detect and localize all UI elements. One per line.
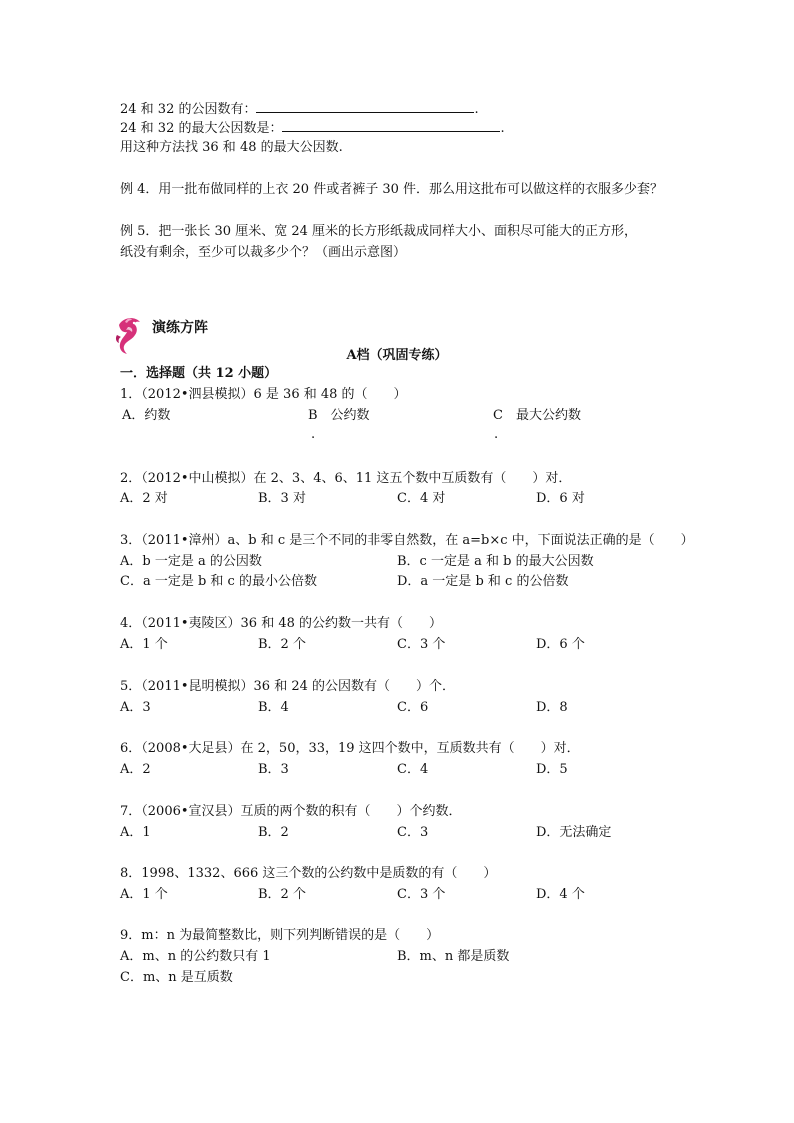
q3-option-d[interactable]: D．a 一定是 b 和 c 的公倍数 [397,574,569,589]
q6-option-b[interactable]: B．3 [258,762,289,777]
q5-option-d[interactable]: D．8 [536,700,568,715]
q9-option-c[interactable]: C．m、n 是互质数 [120,970,233,985]
q2-option-c[interactable]: C．4 对 [397,491,446,506]
q4-option-a[interactable]: A．1 个 [120,637,168,652]
question-7: 7．（2006•宣汉县）互质的两个数的积有（ ）个约数． [120,804,462,819]
q7-option-d[interactable]: D．无法确定 [536,825,612,840]
q1-option-c-dot: . [494,427,499,442]
q3-option-a[interactable]: A．b 一定是 a 的公因数 [120,554,262,569]
q8-option-a[interactable]: A．1 个 [120,887,168,902]
q4-option-c[interactable]: C．3 个 [397,637,446,652]
q6-option-a[interactable]: A．2 [120,762,151,777]
question-9: 9．m：n 为最简整数比，则下列判断错误的是（ ） [120,928,440,943]
q5-option-a[interactable]: A．3 [120,700,151,715]
q9-option-b[interactable]: B．m、n 都是质数 [397,949,510,964]
q9-option-a[interactable]: A．m、n 的公约数只有 1 [120,949,271,964]
q1-option-b-dot: . [311,427,316,442]
q7-option-a[interactable]: A．1 [120,825,151,840]
intro-line-3: 用这种方法找 36 和 48 的最大公因数. [120,140,343,155]
question-3: 3．（2011•漳州）a、b 和 c 是三个不同的非零自然数，在 a=b×c 中，下面说法正确的是（ ） [120,533,694,548]
q6-option-d[interactable]: D．5 [536,762,568,777]
example-5-line-2: 纸没有剩余，至少可以裁多少个？（画出示意图） [120,245,407,260]
q4-option-d[interactable]: D．6 个 [536,637,585,652]
q5-option-c[interactable]: C．6 [397,700,429,715]
question-5: 5．（2011•昆明模拟）36 和 24 的公因数有（ ）个． [120,679,456,694]
q1-option-b[interactable]: B 公约数 [308,408,370,423]
q2-option-b[interactable]: B．3 对 [258,491,306,506]
q1-option-a[interactable]: A．约数 [122,408,171,423]
example-4: 例 4．用一批布做同样的上衣 20 件或者裤子 30 件．那么用这批布可以做这样的衣服多少套？ [120,182,664,197]
part-title: 一．选择题（共 12 小题） [120,366,278,381]
q2-option-a[interactable]: A．2 对 [120,491,168,506]
q8-option-c[interactable]: C．3 个 [397,887,446,902]
question-4: 4．（2011•夷陵区）36 和 48 的公约数一共有（ ） [120,616,443,631]
question-6: 6．（2008•大足县）在 2，50，33，19 这四个数中，互质数共有（ ）对． [120,741,580,756]
q5-option-b[interactable]: B．4 [258,700,289,715]
level-title: A档（巩固专练） [346,348,448,363]
q1-option-c[interactable]: C 最大公约数 [493,408,581,423]
q8-option-d[interactable]: D．4 个 [536,887,585,902]
q3-option-b[interactable]: B．c 一定是 a 和 b 的最大公因数 [397,554,594,569]
answer-blank-2[interactable] [282,119,500,132]
q7-option-c[interactable]: C．3 [397,825,429,840]
q3-option-c[interactable]: C．a 一定是 b 和 c 的最小公倍数 [120,574,317,589]
q4-option-b[interactable]: B．2 个 [258,637,306,652]
question-2: 2．（2012•中山模拟）在 2、3、4、6、11 这五个数中互质数有（ ）对． [120,471,572,486]
q2-option-d[interactable]: D．6 对 [536,491,585,506]
intro-line-1: 24 和 32 的公因数有： . [120,102,479,117]
intro-line-2: 24 和 32 的最大公因数是： . [120,121,505,136]
q6-option-c[interactable]: C．4 [397,762,429,777]
answer-blank-1[interactable] [256,100,474,113]
q8-option-b[interactable]: B．2 个 [258,887,306,902]
q7-option-b[interactable]: B．2 [258,825,289,840]
question-8: 8．1998、1332、666 这三个数的公约数中是质数的有（ ） [120,866,497,881]
question-1: 1．（2012•泗县模拟）6 是 36 和 48 的（ ） [120,387,407,402]
section-title: 演练方阵 [152,320,208,336]
example-5-line-1: 例 5．把一张长 30 厘米、宽 24 厘米的长方形纸裁成同样大小、面积尽可能大的正方形， [120,224,638,239]
